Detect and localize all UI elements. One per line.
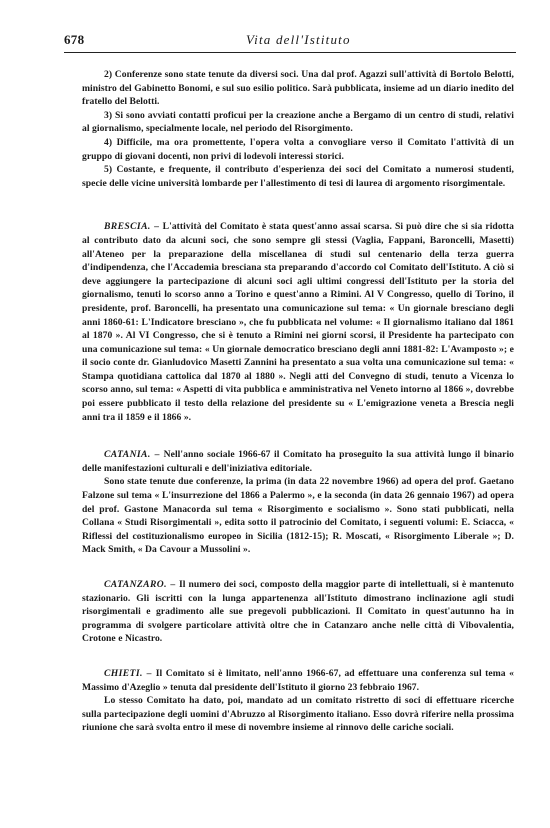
- section-catania: [82, 448, 514, 557]
- section-title: CATANZARO. –: [104, 579, 179, 590]
- section-title: BRESCIA. –: [104, 221, 163, 232]
- section-paragraph: Lo stesso Comitato ha dato, poi, mandato ad un comitato ristretto di soci di effettuare ricerche sulla partecipazione degli uomini d'Abruzzo al Risorgimento italiano. Esso dovrà riferire nella prossima riunione che sarà svolta entro il mese di novembre insieme al rinnovo delle cariche sociali.: [82, 695, 514, 734]
- section-title: CHIETI. –: [104, 668, 156, 679]
- section-brescia: [82, 220, 514, 424]
- section-paragraph: [82, 220, 514, 424]
- section-chieti: [82, 667, 514, 735]
- page-header: [64, 32, 516, 54]
- intro-item: 4) Difficile, ma ora promettente, l'opera volta a convogliare verso il Comitato l'attività di un gruppo di giovani docenti, non privi di lodevoli interessi storici.: [82, 136, 514, 162]
- section-paragraph: [82, 667, 514, 694]
- intro-item: 5) Costante, e frequente, il contributo d'esperienza dei soci del Comitato a numerosi studenti, specie delle vicine università lombarde per l'allestimento di tesi di laurea di argomento risorgimentale.: [82, 164, 514, 189]
- page-content: [82, 68, 514, 735]
- section-text: Nell'anno sociale 1966-67 il Comitato ha proseguito la sua attività lungo il binario delle manifestazioni culturali e dell'iniziativa editoriale.: [82, 449, 515, 474]
- section-paragraph: [82, 448, 514, 475]
- section-text: Il Comitato si è limitato, nell'anno 1966-67, ad effettuare una conferenza sul tema « Massimo d'Azeglio » tenuta dal presidente dell'Istituto il giorno 23 febbraio 1967.: [82, 667, 515, 693]
- intro-item: 3) Si sono avviati contatti proficui per la creazione anche a Bergamo di un centro di studi, relativi al giornalismo, specialmente locale, nel periodo del Risorgimento.: [82, 109, 514, 135]
- page-number: 678: [64, 32, 85, 47]
- section-title: CATANIA. –: [104, 449, 164, 460]
- section-paragraph: [82, 578, 514, 646]
- intro-item: 2) Conferenze sono state tenute da diversi soci. Una dal prof. Agazzi sull'attività di Bortolo Belotti, ministro del Gabinetto Bonomi, e sul suo esilio politico. Sarà pubblicata, insieme ad un diario inedito del fratello del Belotti.: [82, 69, 514, 108]
- section-paragraph: Sono state tenute due conferenze, la prima (in data 22 novembre 1966) ad opera del prof. Gaetano Falzone sul tema « L'insurrezione del 1866 a Palermo », e la seconda (in data 26 gennaio 1967) ad opera del prof. Gastone Manacorda sul tema « Risorgimento e socialismo ». Sono stati pubblicati, nella Collana « Studi Risorgimentali », edita sotto il patrocinio del Comitato, i seguenti volumi: E. Sciacca, « Riflessi del costituzionalismo europeo in Sicilia (1812-15); R. Moscati, « Risorgimento Liberale »; D. Mack Smith, « Da Cavour a Mussolini ».: [82, 476, 514, 556]
- header-rule: [64, 52, 516, 53]
- running-title: Vita dell'Istituto: [246, 32, 351, 47]
- section-text: Il numero dei soci, composto della maggior parte di intellettuali, si è mantenuto stazionario. Gli iscritti con la lunga appartenenza all'Istituto dimostrano inclinazione agli studi risorgimentali e gradimento alle sue pregevoli pubblicazioni. Il Comitato in quest'autunno ha in programma di svolgere particolare attività oltre che in Catanzaro anche nelle città di Vibovalentia, Crotone e Nicastro.: [82, 579, 514, 645]
- section-catanzaro: [82, 578, 514, 646]
- intro-list: [82, 68, 514, 190]
- section-text: L'attività del Comitato è stata quest'anno assai scarsa. Si può dire che si sia ridotta al contributo dato da alcuni soci, che sono sempre gli stessi (Vaglia, Fappani, Baroncelli, Masetti) all'Ateneo per la preparazione della miscellanea di studi sul centenario della terza guerra d'indipendenza, che l'Accademia bresciana sta preparando d'accordo col Comitato dell'Istituto. A ciò si deve aggiungere la partecipazione di alcuni soci agli ultimi congressi dell'Istituto per la storia del giornalismo, tenuti lo scorso anno a Torino e quest'anno a Rimini. Al V Congresso, quello di Torino, il presidente, prof. Baroncelli, ha presentato una comunicazione sul tema: « Un giornale bresciano degli anni 1860-61: L'Indicatore bresciano », che fu pubblicata nel volume: « Il giornalismo italiano dal 1861 al 1870 ». Al VI Congresso, che si è tenuto a Rimini nei giorni scorsi, il Presidente ha partecipato con una comunicazione sul tema: « Un giornale democratico bresciano degli anni 1881-82: L'Avamposto »; e il socio conte dr. Gianludovico Masetti Zannini ha presentato a sua volta una comunicazione sul tema: « Stampa quotidiana cattolica dal 1870 al 1880 ». Negli atti del Convegno di studi, tenuto a Vicenza lo scorso anno, sul tema: « Aspetti di vita pubblica e amministrativa nel Veneto intorno al 1866 », dovrebbe poi essere pubblicato il testo della relazione del presidente su « L'emigrazione veneta a Brescia negli anni tra il 1859 e il 1866 ».: [82, 221, 514, 423]
